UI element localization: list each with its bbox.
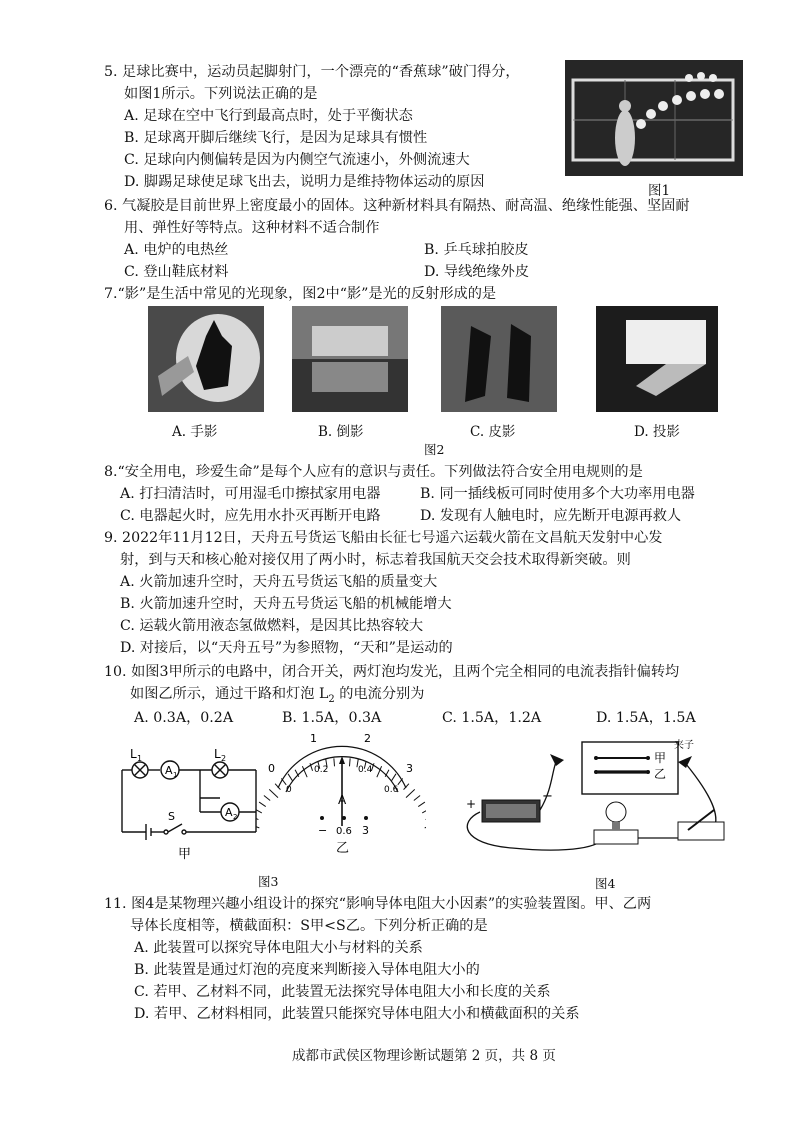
svg-text:L: L	[214, 747, 221, 761]
figure-4-caption: 图4	[595, 876, 616, 891]
dial-tick	[349, 758, 350, 766]
q7-stem: 7.“影”是生活中常见的光现象，图2中“影”是光的反射形成的是	[104, 286, 497, 302]
q6-option-c: C. 登山鞋底材料	[124, 264, 229, 280]
dial-tick	[256, 816, 258, 819]
dial-label: 乙	[336, 841, 350, 854]
svg-text:A: A	[225, 806, 233, 819]
figure-3-ammeter-dial	[256, 726, 426, 854]
dial-tick	[256, 824, 259, 828]
q5-option-b: B. 足球离开脚后继续飞行，是因为足球具有惯性	[124, 130, 428, 146]
dial-tick	[334, 758, 335, 766]
q11-stem-cont: 导体长度相等，横截面积：S甲<S乙。下列分析正确的是	[130, 918, 488, 934]
dial-unit: A	[338, 793, 347, 807]
q6-stem: 6. 气凝胶是目前世界上密度最小的固体。这种新材料具有隔热、耐高温、绝缘性能强、坚固耐	[104, 198, 690, 214]
page-footer: 成都市武侯区物理诊断试题第 2 页，共 8 页	[292, 1048, 556, 1064]
terminal-3: 3	[362, 824, 369, 837]
dial-tick	[269, 789, 278, 797]
q5-option-a: A. 足球在空中飞行到最高点时，处于平衡状态	[124, 108, 413, 124]
svg-text:S: S	[168, 810, 175, 823]
q8-option-a: A. 打扫清洁时，可用湿毛巾擦拭家用电器	[120, 486, 381, 502]
dial-tick	[259, 802, 266, 806]
q6-stem-cont: 用、弹性好等特点。这种材料不适合制作	[124, 220, 380, 236]
dial-bottom-tick-1: 0.2	[314, 765, 329, 775]
q9-option-d: D. 对接后，以“天舟五号”为参照物，“天和”是运动的	[120, 640, 453, 656]
dial-tick	[425, 824, 426, 828]
q10-option-a: A. 0.3A，0.2A	[134, 710, 234, 726]
q5-stem: 5. 足球比赛中，运动员起脚射门，一个漂亮的“香蕉球”破门得分，	[104, 64, 520, 80]
dial-bottom-tick-2: 0.4	[358, 765, 373, 775]
dial-tick	[281, 778, 286, 784]
svg-text:甲: 甲	[654, 751, 667, 765]
q7-photo-projection	[596, 306, 718, 412]
dial-top-tick-2: 2	[364, 732, 371, 745]
q5-option-d: D. 脚踢足球使足球飞出去，说明力是维持物体运动的原因	[124, 174, 485, 190]
q7-caption-a: A. 手影	[172, 424, 218, 440]
terminal-minus: −	[318, 824, 328, 837]
figure-1-caption: 图1	[648, 183, 671, 199]
dial-tick	[264, 796, 270, 801]
q10-stem: 10. 如图3甲所示的电路中，闭合开关，两灯泡均发光，且两个完全相同的电流表指针偏转均	[104, 664, 680, 680]
dial-tick	[414, 796, 420, 801]
q10-option-c: C. 1.5A，1.2A	[442, 710, 542, 726]
q11-option-a: A. 此装置可以探究导体电阻大小与材料的关系	[134, 940, 423, 956]
svg-text:L: L	[130, 747, 137, 761]
q9-stem: 9. 2022年11月12日，天舟五号货运飞船由长征七号遥六运载火箭在文昌航天发射中心发	[104, 530, 663, 546]
q8-stem: 8.“安全用电，珍爱生命”是每个人应有的意识与责任。下列做法符合安全用电规则的是	[104, 464, 643, 480]
q7-photo-hand-shadow	[148, 306, 264, 412]
q10-option-d: D. 1.5A，1.5A	[596, 710, 696, 726]
svg-text:+: +	[466, 797, 477, 811]
q7-photo-shadow-puppet	[441, 306, 557, 412]
q7-photo-reflection	[292, 306, 408, 412]
svg-text:A: A	[165, 764, 173, 777]
q6-option-d: D. 导线绝缘外皮	[424, 264, 530, 280]
dial-top-tick-1: 1	[310, 732, 317, 745]
figure-3-caption: 图3	[258, 874, 279, 889]
svg-text:1: 1	[137, 754, 143, 763]
svg-text:夹子: 夹子	[674, 740, 694, 751]
q8-option-c: C. 电器起火时，应先用水扑灭再断开电路	[120, 508, 381, 524]
q8-option-d: D. 发现有人触电时，应先断开电源再救人	[420, 508, 682, 524]
q7-caption-d: D. 投影	[634, 424, 680, 440]
svg-text:−: −	[542, 789, 553, 804]
q10-option-b: B. 1.5A，0.3A	[282, 710, 382, 726]
q9-option-c: C. 运载火箭用液态氢做燃料，是因其比热容较大	[120, 618, 424, 634]
dial-tick	[256, 809, 262, 813]
svg-text:2: 2	[233, 813, 238, 821]
q5-stem-cont: 如图1所示。下列说法正确的是	[124, 86, 318, 102]
q9-stem-cont: 射，到与天和核心舱对接仅用了两小时，标志着我国航天交会技术取得新突破。则	[120, 552, 631, 568]
terminal-0-6: 0.6	[336, 826, 352, 837]
dial-bottom-tick-0: 0	[286, 785, 292, 795]
figure-1-banana-kick-photo	[565, 60, 743, 176]
dial-tick	[418, 802, 425, 806]
figure-4-apparatus	[452, 736, 742, 856]
figure-3-circuit-diagram	[110, 740, 270, 864]
dial-tick	[398, 778, 403, 784]
q10-stem-cont: 如图乙所示，通过干路和灯泡 $L_2$ 的电流分别为	[130, 686, 425, 705]
q9-option-a: A. 火箭加速升空时，天舟五号货运飞船的质量变大	[120, 574, 438, 590]
q7-caption-c: C. 皮影	[470, 424, 516, 440]
dial-tick	[392, 774, 396, 781]
dial-bottom-tick-3: 0.6	[384, 785, 399, 795]
q7-caption-b: B. 倒影	[318, 424, 364, 440]
dial-tick	[406, 789, 415, 797]
figure-2-caption: 图2	[424, 442, 445, 457]
q5-option-c: C. 足球向内侧偏转是因为内侧空气流速小，外侧流速大	[124, 152, 470, 168]
svg-text:1: 1	[173, 771, 178, 779]
q11-option-b: B. 此装置是通过灯泡的亮度来判断接入导体电阻大小的	[134, 962, 480, 978]
q9-option-b: B. 火箭加速升空时，天舟五号货运飞船的机械能增大	[120, 596, 452, 612]
svg-text:2: 2	[221, 754, 227, 763]
q11-option-c: C. 若甲、乙材料不同，此装置无法探究导体电阻大小和长度的关系	[134, 984, 551, 1000]
q6-option-a: A. 电炉的电热丝	[124, 242, 229, 258]
dial-top-tick-3: 3	[406, 762, 413, 775]
dial-tick	[288, 774, 292, 781]
dial-top-tick-0: 0	[268, 762, 275, 775]
q11-option-d: D. 若甲、乙材料相同，此装置只能探究导体电阻大小和横截面积的关系	[134, 1006, 580, 1022]
q6-option-b: B. 乒乓球拍胶皮	[424, 242, 529, 258]
q11-stem: 11. 图4是某物理兴趣小组设计的探究“影响导体电阻大小因素”的实验装置图。甲、乙两	[104, 896, 652, 912]
dial-tick	[422, 809, 426, 813]
svg-text:甲: 甲	[178, 847, 192, 862]
svg-text:乙: 乙	[654, 767, 667, 781]
q8-option-b: B. 同一插线板可同时使用多个大功率用电器	[420, 486, 695, 502]
